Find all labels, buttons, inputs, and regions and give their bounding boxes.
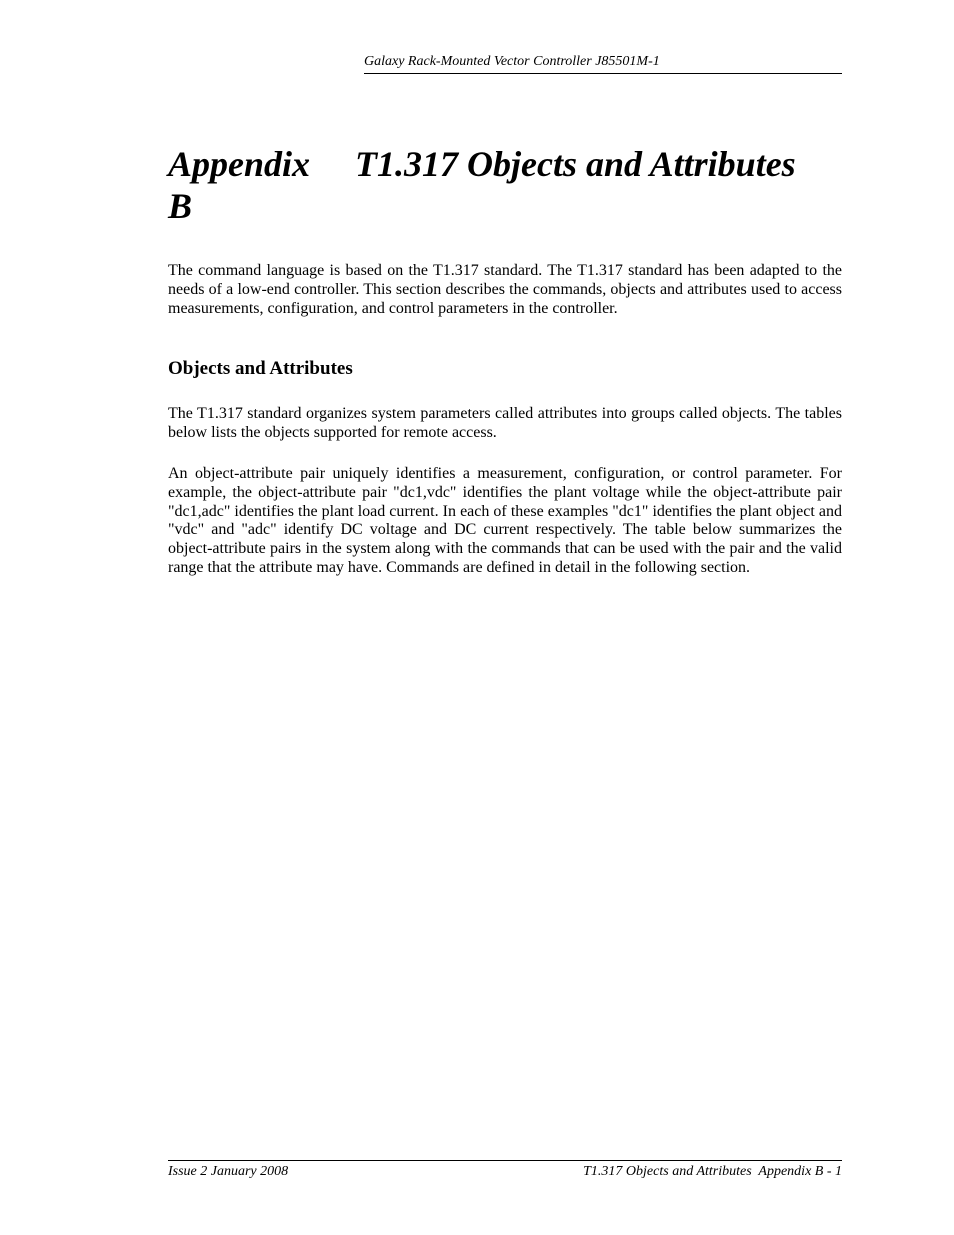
chapter-label: Appendix B [168,144,311,226]
running-header: Galaxy Rack-Mounted Vector Controller J85501M-1 [364,54,660,69]
footer-rule [168,1160,842,1161]
chapter-name: T1.317 Objects and Attributes [355,144,796,184]
footer-issue: Issue 2 January 2008 [168,1164,289,1179]
header-rule [364,73,842,74]
object-attribute-paragraph: An object-attribute pair uniquely identifies a measurement, configuration, or control parameter. For example, the object-attribute pair "dc1,vdc" identifies the plant voltage while the object-attribute pair "dc1,adc" identifies the plant load current. In each of these examples "dc1" identifies the plant object and "vdc" and "adc" identify DC voltage and DC current respectively. The table below summarizes the object-attribute pairs in the system along with the commands that can be used with the pair and the valid range that the attribute may have. Commands are defined in detail in the following section. [168,465,842,576]
objects-paragraph: The T1.317 standard organizes system parameters called attributes into groups called objects. The tables below lists the objects supported for remote access. [168,405,842,441]
footer-page-label: T1.317 Objects and Attributes Appendix B - 1 [583,1164,842,1179]
section-heading: Objects and Attributes [168,358,353,379]
intro-paragraph: The command language is based on the T1.317 standard. The T1.317 standard has been adapted to the needs of a low-end controller. This section describes the commands, objects and attributes used to access measurements, configuration, and control parameters in the controller. [168,262,842,317]
